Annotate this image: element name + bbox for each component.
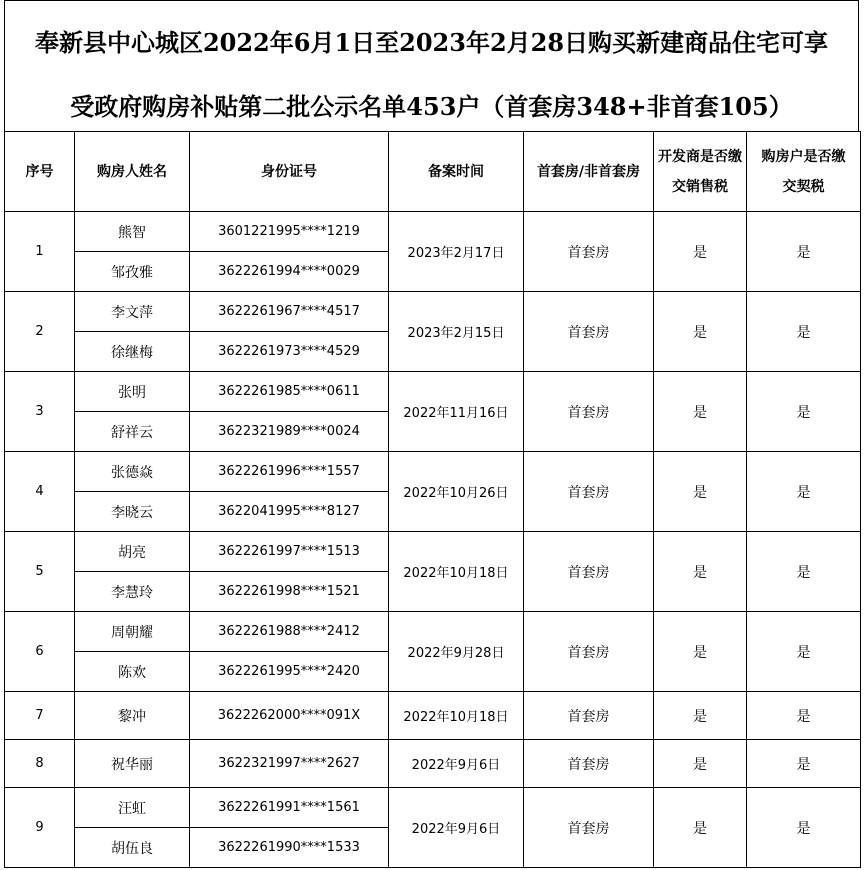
cell-name: 李慧玲 (75, 572, 190, 612)
cell-seq: 3 (5, 372, 75, 452)
page-title-line-1: 奉新县中心城区2022年6月1日至2023年2月28日购买新建商品住宅可享 (34, 28, 829, 57)
cell-seq: 9 (5, 788, 75, 868)
cell-id: 3622261967****4517 (190, 292, 389, 332)
table-row (5, 372, 861, 412)
header-buyer-tax: 购房户是否缴交契税 (747, 132, 861, 212)
cell-type: 首套房 (524, 292, 654, 372)
header-name: 购房人姓名 (75, 132, 190, 212)
cell-id: 3622261990****1533 (190, 828, 389, 868)
cell-seq: 5 (5, 532, 75, 612)
cell-dev-tax: 是 (654, 740, 747, 788)
cell-id: 3622261985****0611 (190, 372, 389, 412)
cell-dev-tax: 是 (654, 788, 747, 868)
cell-date: 2022年9月6日 (389, 740, 524, 788)
cell-id: 3622321997****2627 (190, 740, 389, 788)
cell-type: 首套房 (524, 212, 654, 292)
cell-id: 3622321989****0024 (190, 412, 389, 452)
table-row (5, 612, 861, 652)
cell-date: 2023年2月17日 (389, 212, 524, 292)
title-block (4, 0, 859, 131)
header-dev-tax: 开发商是否缴交销售税 (654, 132, 747, 212)
table-row (5, 292, 861, 332)
cell-type: 首套房 (524, 452, 654, 532)
cell-id: 3622261997****1513 (190, 532, 389, 572)
cell-dev-tax: 是 (654, 692, 747, 740)
cell-dev-tax: 是 (654, 292, 747, 372)
table-row (5, 788, 861, 828)
cell-id: 3601221995****1219 (190, 212, 389, 252)
cell-type: 首套房 (524, 788, 654, 868)
cell-buyer-tax: 是 (747, 692, 861, 740)
cell-name: 张德焱 (75, 452, 190, 492)
header-type: 首套房/非首套房 (524, 132, 654, 212)
cell-id: 3622261996****1557 (190, 452, 389, 492)
cell-id: 3622261994****0029 (190, 252, 389, 292)
cell-id: 3622041995****8127 (190, 492, 389, 532)
cell-dev-tax: 是 (654, 212, 747, 292)
cell-buyer-tax: 是 (747, 292, 861, 372)
subsidy-table (4, 131, 861, 868)
cell-name: 李文萍 (75, 292, 190, 332)
table-body (5, 212, 861, 868)
cell-type: 首套房 (524, 372, 654, 452)
cell-name: 汪虹 (75, 788, 190, 828)
cell-date: 2022年9月6日 (389, 788, 524, 868)
cell-name: 周朝耀 (75, 612, 190, 652)
header-seq: 序号 (5, 132, 75, 212)
header-date: 备案时间 (389, 132, 524, 212)
table-row (5, 692, 861, 740)
cell-dev-tax: 是 (654, 532, 747, 612)
cell-seq: 6 (5, 612, 75, 692)
cell-name: 胡伍良 (75, 828, 190, 868)
table-header-row (5, 132, 861, 212)
cell-dev-tax: 是 (654, 612, 747, 692)
cell-date: 2022年11月16日 (389, 372, 524, 452)
cell-type: 首套房 (524, 532, 654, 612)
table-row (5, 452, 861, 492)
cell-name: 张明 (75, 372, 190, 412)
cell-buyer-tax: 是 (747, 532, 861, 612)
cell-buyer-tax: 是 (747, 740, 861, 788)
cell-name: 徐继梅 (75, 332, 190, 372)
cell-id: 3622261998****1521 (190, 572, 389, 612)
cell-buyer-tax: 是 (747, 372, 861, 452)
cell-seq: 7 (5, 692, 75, 740)
cell-dev-tax: 是 (654, 452, 747, 532)
table-row (5, 532, 861, 572)
cell-name: 邹孜雅 (75, 252, 190, 292)
cell-name: 李晓云 (75, 492, 190, 532)
page-title-line-2: 受政府购房补贴第二批公示名单453户（首套房348+非首套105） (70, 92, 793, 121)
cell-date: 2022年10月18日 (389, 532, 524, 612)
cell-name: 熊智 (75, 212, 190, 252)
cell-date: 2023年2月15日 (389, 292, 524, 372)
cell-buyer-tax: 是 (747, 612, 861, 692)
cell-id: 3622261991****1561 (190, 788, 389, 828)
cell-id: 3622261973****4529 (190, 332, 389, 372)
cell-seq: 1 (5, 212, 75, 292)
cell-id: 3622261995****2420 (190, 652, 389, 692)
header-id: 身份证号 (190, 132, 389, 212)
table-row (5, 740, 861, 788)
cell-buyer-tax: 是 (747, 212, 861, 292)
cell-id: 3622262000****091X (190, 692, 389, 740)
cell-type: 首套房 (524, 612, 654, 692)
cell-seq: 8 (5, 740, 75, 788)
cell-buyer-tax: 是 (747, 452, 861, 532)
cell-seq: 2 (5, 292, 75, 372)
cell-date: 2022年9月28日 (389, 612, 524, 692)
cell-type: 首套房 (524, 740, 654, 788)
cell-type: 首套房 (524, 692, 654, 740)
table-row (5, 212, 861, 252)
cell-date: 2022年10月18日 (389, 692, 524, 740)
cell-buyer-tax: 是 (747, 788, 861, 868)
cell-name: 胡亮 (75, 532, 190, 572)
cell-name: 祝华丽 (75, 740, 190, 788)
cell-name: 黎冲 (75, 692, 190, 740)
cell-dev-tax: 是 (654, 372, 747, 452)
cell-date: 2022年10月26日 (389, 452, 524, 532)
cell-name: 陈欢 (75, 652, 190, 692)
cell-seq: 4 (5, 452, 75, 532)
cell-id: 3622261988****2412 (190, 612, 389, 652)
cell-name: 舒祥云 (75, 412, 190, 452)
